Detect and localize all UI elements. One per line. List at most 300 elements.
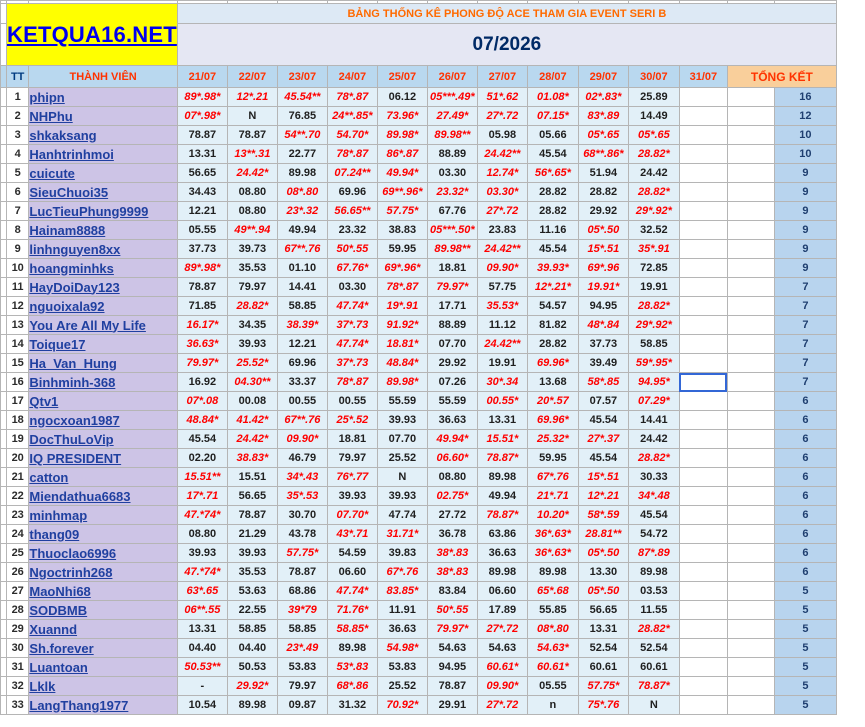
day-result-cell[interactable]: 19.91* — [578, 278, 628, 297]
day-result-cell[interactable]: 30.33 — [628, 468, 679, 487]
day-result-cell[interactable]: 79.97* — [427, 620, 477, 639]
day-result-cell[interactable]: 34*.48 — [628, 487, 679, 506]
day-result-cell[interactable]: 04.40 — [227, 639, 277, 658]
day-result-cell[interactable]: 47.74 — [377, 506, 427, 525]
day-result-cell[interactable]: 05***.50* — [427, 221, 477, 240]
day-result-cell[interactable]: 15*.51 — [578, 240, 628, 259]
total-spacer-cell[interactable] — [727, 183, 774, 202]
day-result-cell[interactable]: 67.76* — [327, 259, 377, 278]
total-spacer-cell[interactable] — [727, 544, 774, 563]
day-result-cell[interactable]: 43*.71 — [327, 525, 377, 544]
row-index[interactable]: 1 — [7, 88, 29, 107]
member-name-cell[interactable] — [29, 525, 178, 544]
total-score[interactable]: 6 — [774, 487, 836, 506]
day-result-cell[interactable]: 28.82* — [628, 297, 679, 316]
day-result-cell[interactable]: 15.51 — [227, 468, 277, 487]
day-result-cell[interactable]: 16.17* — [177, 316, 227, 335]
day-result-cell-31[interactable] — [679, 183, 727, 202]
member-name-link[interactable]: catton — [29, 469, 69, 485]
day-result-cell[interactable]: 10.54 — [177, 696, 227, 715]
day-result-cell[interactable]: 94.95 — [427, 658, 477, 677]
day-result-cell[interactable]: 33.37 — [277, 373, 327, 392]
day-result-cell[interactable]: 27*.72 — [477, 696, 527, 715]
day-result-cell[interactable]: 29*.92* — [628, 316, 679, 335]
member-name-cell[interactable] — [29, 88, 178, 107]
total-spacer-cell[interactable] — [727, 411, 774, 430]
day-result-cell[interactable]: 60.61 — [628, 658, 679, 677]
day-result-cell[interactable]: n — [527, 696, 578, 715]
member-name-cell[interactable] — [29, 373, 178, 392]
day-result-cell[interactable]: 19*.91 — [377, 297, 427, 316]
day-result-cell-31[interactable] — [679, 354, 727, 373]
day-result-cell[interactable]: 60.61* — [477, 658, 527, 677]
day-result-cell[interactable]: 89.98 — [277, 164, 327, 183]
day-result-cell[interactable]: 54**.70 — [277, 126, 327, 145]
day-result-cell[interactable]: 94.95 — [578, 297, 628, 316]
total-spacer-cell[interactable] — [727, 297, 774, 316]
day-result-cell[interactable]: 53.83 — [377, 658, 427, 677]
day-result-cell[interactable]: 50*.55 — [427, 601, 477, 620]
day-result-cell[interactable]: 28.81** — [578, 525, 628, 544]
row-index[interactable]: 8 — [7, 221, 29, 240]
row-index[interactable]: 20 — [7, 449, 29, 468]
day-result-cell[interactable]: 57.75 — [477, 278, 527, 297]
day-result-cell[interactable]: 60.61* — [527, 658, 578, 677]
day-result-cell[interactable]: 50.53** — [177, 658, 227, 677]
member-name-link[interactable]: Toique17 — [29, 336, 86, 352]
day-result-cell-31[interactable] — [679, 297, 727, 316]
day-result-cell[interactable]: 11.55 — [628, 601, 679, 620]
day-result-cell[interactable]: 05*.50 — [578, 544, 628, 563]
day-result-cell[interactable]: 39.93 — [377, 487, 427, 506]
total-score[interactable]: 5 — [774, 658, 836, 677]
total-spacer-cell[interactable] — [727, 373, 774, 392]
day-result-cell[interactable]: 69.96* — [527, 411, 578, 430]
day-result-cell[interactable]: 68*.86 — [327, 677, 377, 696]
day-result-cell[interactable]: 54.63 — [477, 639, 527, 658]
day-result-cell[interactable]: N — [377, 468, 427, 487]
day-result-cell[interactable]: 03.30* — [477, 183, 527, 202]
day-result-cell[interactable]: 50*.55 — [327, 240, 377, 259]
day-result-cell[interactable]: 78.87 — [177, 278, 227, 297]
total-spacer-cell[interactable] — [727, 392, 774, 411]
day-result-cell[interactable]: 05*.65 — [628, 126, 679, 145]
day-result-cell[interactable]: 49**.94 — [227, 221, 277, 240]
day-result-cell[interactable]: 89*.98* — [177, 88, 227, 107]
day-result-cell[interactable]: 30*.34 — [477, 373, 527, 392]
day-result-cell[interactable]: 58.85 — [277, 620, 327, 639]
day-result-cell[interactable]: 58.85 — [628, 335, 679, 354]
day-result-cell[interactable]: 45.54 — [578, 449, 628, 468]
day-result-cell[interactable]: 23.32* — [427, 183, 477, 202]
day-result-cell[interactable]: 24.42** — [477, 335, 527, 354]
day-result-cell[interactable]: 79.97* — [427, 278, 477, 297]
day-result-cell[interactable]: 58.85 — [227, 620, 277, 639]
day-result-cell[interactable]: 07.15* — [527, 107, 578, 126]
day-result-cell[interactable]: 57.75* — [578, 677, 628, 696]
day-result-cell[interactable]: 70.92* — [377, 696, 427, 715]
total-score[interactable]: 7 — [774, 354, 836, 373]
row-index[interactable]: 10 — [7, 259, 29, 278]
row-index[interactable]: 16 — [7, 373, 29, 392]
member-name-link[interactable]: Sh.forever — [29, 640, 94, 656]
day-result-cell[interactable]: 49.94 — [277, 221, 327, 240]
day-result-cell[interactable]: 23*.32 — [277, 202, 327, 221]
day-result-cell[interactable]: 53*.83 — [327, 658, 377, 677]
day-result-cell[interactable]: 89.98 — [527, 563, 578, 582]
day-result-cell[interactable]: 27*.72 — [477, 107, 527, 126]
day-result-cell[interactable]: 45.54 — [177, 430, 227, 449]
total-spacer-cell[interactable] — [727, 335, 774, 354]
day-result-cell[interactable]: 37*.73 — [327, 354, 377, 373]
day-result-cell[interactable]: 76.85 — [277, 107, 327, 126]
day-result-cell[interactable]: 50.53 — [227, 658, 277, 677]
total-score[interactable]: 10 — [774, 126, 836, 145]
day-result-cell[interactable]: 88.89 — [427, 145, 477, 164]
total-spacer-cell[interactable] — [727, 202, 774, 221]
day-result-cell-31[interactable] — [679, 259, 727, 278]
day-result-cell[interactable]: 58.85 — [277, 297, 327, 316]
day-result-cell[interactable]: 28.82 — [527, 183, 578, 202]
day-result-cell[interactable]: 78*.87 — [327, 373, 377, 392]
day-result-cell[interactable]: 15.51** — [177, 468, 227, 487]
day-result-cell[interactable]: 89.98 — [628, 563, 679, 582]
member-name-cell[interactable] — [29, 468, 178, 487]
day-result-cell-31[interactable] — [679, 221, 727, 240]
row-index[interactable]: 19 — [7, 430, 29, 449]
day-result-cell[interactable]: 43.78 — [277, 525, 327, 544]
day-result-cell[interactable]: 23.32 — [327, 221, 377, 240]
day-result-cell[interactable]: 13.31 — [477, 411, 527, 430]
member-name-link[interactable]: You Are All My Life — [29, 317, 146, 333]
total-spacer-cell[interactable] — [727, 259, 774, 278]
row-index[interactable]: 32 — [7, 677, 29, 696]
day-result-cell[interactable]: 12.21 — [177, 202, 227, 221]
day-result-cell[interactable]: 45.54 — [578, 411, 628, 430]
row-index[interactable]: 3 — [7, 126, 29, 145]
header-day[interactable]: 21/07 — [177, 66, 227, 88]
header-day[interactable]: 26/07 — [427, 66, 477, 88]
day-result-cell-31[interactable] — [679, 677, 727, 696]
day-result-cell[interactable]: 13**.31 — [227, 145, 277, 164]
day-result-cell[interactable]: 78.87* — [628, 677, 679, 696]
day-result-cell[interactable]: 58*.85 — [578, 373, 628, 392]
day-result-cell[interactable]: 39.49 — [578, 354, 628, 373]
day-result-cell[interactable]: 89.98 — [477, 563, 527, 582]
month-title[interactable]: 07/2026 — [177, 24, 836, 66]
day-result-cell[interactable]: 23*.49 — [277, 639, 327, 658]
total-score[interactable]: 9 — [774, 259, 836, 278]
total-score[interactable]: 6 — [774, 430, 836, 449]
day-result-cell[interactable]: 38*.83 — [427, 563, 477, 582]
day-result-cell[interactable]: 03.30 — [327, 278, 377, 297]
day-result-cell[interactable]: 29.92 — [578, 202, 628, 221]
member-name-link[interactable]: linhnguyen8xx — [29, 241, 121, 257]
total-score[interactable]: 6 — [774, 392, 836, 411]
total-score[interactable]: 16 — [774, 88, 836, 107]
total-spacer-cell[interactable] — [727, 468, 774, 487]
total-spacer-cell[interactable] — [727, 221, 774, 240]
day-result-cell[interactable]: 45.54** — [277, 88, 327, 107]
day-result-cell[interactable]: 83.84 — [427, 582, 477, 601]
total-score[interactable]: 7 — [774, 316, 836, 335]
member-name-cell[interactable] — [29, 240, 178, 259]
total-spacer-cell[interactable] — [727, 449, 774, 468]
day-result-cell[interactable]: 78.87 — [177, 126, 227, 145]
day-result-cell[interactable]: 79.97 — [227, 278, 277, 297]
day-result-cell[interactable]: 89.98 — [227, 696, 277, 715]
day-result-cell[interactable]: 36.78 — [427, 525, 477, 544]
day-result-cell[interactable]: 29*.92* — [628, 202, 679, 221]
member-name-cell[interactable] — [29, 582, 178, 601]
day-result-cell[interactable]: 47.*74* — [177, 506, 227, 525]
day-result-cell[interactable]: 53.83 — [277, 658, 327, 677]
total-score[interactable]: 7 — [774, 297, 836, 316]
day-result-cell[interactable]: 47.74* — [327, 335, 377, 354]
total-spacer-cell[interactable] — [727, 639, 774, 658]
total-score[interactable]: 5 — [774, 639, 836, 658]
header-total[interactable]: TỔNG KẾT — [727, 66, 836, 88]
day-result-cell-31[interactable] — [679, 620, 727, 639]
logo-cell[interactable] — [7, 4, 178, 66]
day-result-cell[interactable]: 05*.50 — [578, 221, 628, 240]
day-result-cell[interactable]: 45.54 — [527, 145, 578, 164]
day-result-cell[interactable]: 06**.55 — [177, 601, 227, 620]
day-result-cell[interactable]: 52.54 — [578, 639, 628, 658]
day-result-cell[interactable]: 73.96* — [377, 107, 427, 126]
day-result-cell[interactable]: 25.52 — [377, 677, 427, 696]
day-result-cell[interactable]: 00.55 — [327, 392, 377, 411]
day-result-cell[interactable]: 12*.21* — [527, 278, 578, 297]
day-result-cell[interactable]: 94.95* — [628, 373, 679, 392]
day-result-cell[interactable]: 39.83 — [377, 544, 427, 563]
day-result-cell[interactable]: 38.39* — [277, 316, 327, 335]
day-result-cell[interactable]: 04.40 — [177, 639, 227, 658]
day-result-cell[interactable]: 78*.87 — [327, 145, 377, 164]
day-result-cell[interactable]: 17.71 — [427, 297, 477, 316]
day-result-cell[interactable]: 89.98 — [477, 468, 527, 487]
day-result-cell[interactable]: 87*.89 — [628, 544, 679, 563]
day-result-cell[interactable]: 89.98 — [327, 639, 377, 658]
day-result-cell[interactable]: 27*.37 — [578, 430, 628, 449]
day-result-cell[interactable]: 55.59 — [377, 392, 427, 411]
day-result-cell[interactable]: 21*.71 — [527, 487, 578, 506]
day-result-cell-31[interactable] — [679, 202, 727, 221]
day-result-cell[interactable]: 54.70* — [327, 126, 377, 145]
day-result-cell[interactable]: 18.81 — [327, 430, 377, 449]
day-result-cell[interactable]: 31.32 — [327, 696, 377, 715]
member-name-cell[interactable] — [29, 335, 178, 354]
day-result-cell[interactable]: 45.54 — [628, 506, 679, 525]
row-index[interactable]: 24 — [7, 525, 29, 544]
day-result-cell[interactable]: 54.98* — [377, 639, 427, 658]
day-result-cell[interactable]: 12*.21 — [227, 88, 277, 107]
member-name-cell[interactable] — [29, 487, 178, 506]
day-result-cell[interactable]: 63*.65 — [177, 582, 227, 601]
member-name-cell[interactable] — [29, 658, 178, 677]
day-result-cell[interactable]: 28.82* — [227, 297, 277, 316]
day-result-cell[interactable]: 78.87 — [227, 506, 277, 525]
total-spacer-cell[interactable] — [727, 620, 774, 639]
day-result-cell[interactable]: 15.51* — [477, 430, 527, 449]
day-result-cell[interactable]: 19.91 — [628, 278, 679, 297]
day-result-cell[interactable]: 29.92* — [227, 677, 277, 696]
day-result-cell[interactable]: 78.87* — [477, 449, 527, 468]
day-result-cell-31[interactable] — [679, 506, 727, 525]
day-result-cell[interactable]: 07*.98* — [177, 107, 227, 126]
day-result-cell[interactable]: 02*.83* — [578, 88, 628, 107]
header-member[interactable]: THÀNH VIÊN — [29, 66, 178, 88]
row-index[interactable]: 23 — [7, 506, 29, 525]
day-result-cell[interactable]: 68.86 — [277, 582, 327, 601]
day-result-cell[interactable]: 59.95 — [527, 449, 578, 468]
day-result-cell[interactable]: 03.30 — [427, 164, 477, 183]
day-result-cell[interactable]: 35.53 — [227, 563, 277, 582]
total-spacer-cell[interactable] — [727, 582, 774, 601]
row-index[interactable]: 21 — [7, 468, 29, 487]
day-result-cell[interactable]: 76*.77 — [327, 468, 377, 487]
row-index[interactable]: 14 — [7, 335, 29, 354]
day-result-cell[interactable]: 24.42* — [227, 164, 277, 183]
total-score[interactable]: 10 — [774, 145, 836, 164]
day-result-cell[interactable]: 39.93 — [227, 335, 277, 354]
day-result-cell[interactable]: 46.79 — [277, 449, 327, 468]
day-result-cell[interactable]: 71.85 — [177, 297, 227, 316]
day-result-cell[interactable]: 78.87* — [477, 506, 527, 525]
day-result-cell[interactable]: 78.87 — [427, 677, 477, 696]
member-name-cell[interactable] — [29, 677, 178, 696]
day-result-cell[interactable]: 06.12 — [377, 88, 427, 107]
day-result-cell[interactable]: 54.63 — [427, 639, 477, 658]
total-spacer-cell[interactable] — [727, 278, 774, 297]
day-result-cell-31[interactable] — [679, 373, 727, 392]
day-result-cell-31[interactable] — [679, 240, 727, 259]
total-spacer-cell[interactable] — [727, 487, 774, 506]
day-result-cell-31[interactable] — [679, 126, 727, 145]
member-name-cell[interactable] — [29, 563, 178, 582]
day-result-cell[interactable]: 67**.76 — [277, 411, 327, 430]
day-result-cell[interactable]: 30.70 — [277, 506, 327, 525]
day-result-cell[interactable]: 00.08 — [227, 392, 277, 411]
day-result-cell[interactable]: 39.93 — [177, 544, 227, 563]
member-name-link[interactable]: thang09 — [29, 526, 80, 542]
member-name-cell[interactable] — [29, 354, 178, 373]
day-result-cell[interactable]: 07.26 — [427, 373, 477, 392]
row-index[interactable]: 31 — [7, 658, 29, 677]
total-score[interactable]: 5 — [774, 696, 836, 715]
member-name-cell[interactable] — [29, 145, 178, 164]
day-result-cell[interactable]: 89.98** — [427, 126, 477, 145]
member-name-cell[interactable] — [29, 696, 178, 715]
day-result-cell[interactable]: 54.59 — [327, 544, 377, 563]
day-result-cell[interactable]: N — [227, 107, 277, 126]
day-result-cell[interactable]: 28.82* — [628, 620, 679, 639]
day-result-cell[interactable]: 35*.53 — [277, 487, 327, 506]
header-day[interactable]: 31/07 — [679, 66, 727, 88]
day-result-cell[interactable]: 48.84* — [377, 354, 427, 373]
day-result-cell[interactable]: 05*.50 — [578, 582, 628, 601]
day-result-cell-31[interactable] — [679, 601, 727, 620]
day-result-cell[interactable]: 01.10 — [277, 259, 327, 278]
day-result-cell[interactable]: 17*.71 — [177, 487, 227, 506]
day-result-cell-31[interactable] — [679, 392, 727, 411]
day-result-cell[interactable]: 07.29* — [628, 392, 679, 411]
day-result-cell-31[interactable] — [679, 145, 727, 164]
day-result-cell-31[interactable] — [679, 487, 727, 506]
day-result-cell[interactable]: 56.65 — [227, 487, 277, 506]
day-result-cell-31[interactable] — [679, 164, 727, 183]
day-result-cell[interactable]: 59.95 — [377, 240, 427, 259]
header-day[interactable]: 28/07 — [527, 66, 578, 88]
total-score[interactable]: 6 — [774, 525, 836, 544]
day-result-cell[interactable]: 48*.84 — [578, 316, 628, 335]
member-name-link[interactable]: SieuChuoi35 — [29, 184, 109, 200]
day-result-cell[interactable]: 28.82* — [628, 183, 679, 202]
day-result-cell[interactable]: 34.35 — [227, 316, 277, 335]
total-score[interactable]: 7 — [774, 278, 836, 297]
day-result-cell[interactable]: 10.20* — [527, 506, 578, 525]
total-spacer-cell[interactable] — [727, 563, 774, 582]
day-result-cell[interactable]: 06.60 — [477, 582, 527, 601]
row-index[interactable]: 28 — [7, 601, 29, 620]
row-index[interactable]: 9 — [7, 240, 29, 259]
site-logo[interactable]: KETQUA16.NET — [7, 21, 177, 47]
day-result-cell[interactable]: 88.89 — [427, 316, 477, 335]
day-result-cell[interactable]: 08*.80 — [277, 183, 327, 202]
day-result-cell[interactable]: 38*.83 — [427, 544, 477, 563]
day-result-cell[interactable]: 58*.59 — [578, 506, 628, 525]
total-spacer-cell[interactable] — [727, 601, 774, 620]
day-result-cell[interactable]: 05.55 — [527, 677, 578, 696]
day-result-cell[interactable]: 54.72 — [628, 525, 679, 544]
day-result-cell[interactable]: 83.85* — [377, 582, 427, 601]
total-score[interactable]: 7 — [774, 335, 836, 354]
day-result-cell[interactable]: 71.76* — [327, 601, 377, 620]
day-result-cell[interactable]: 54.57 — [527, 297, 578, 316]
day-result-cell[interactable]: 79.97 — [277, 677, 327, 696]
day-result-cell[interactable]: 69.96 — [277, 354, 327, 373]
day-result-cell[interactable]: 36.63* — [177, 335, 227, 354]
member-name-cell[interactable] — [29, 544, 178, 563]
day-result-cell[interactable]: 58.85* — [327, 620, 377, 639]
member-name-link[interactable]: Lklk — [29, 678, 56, 694]
day-result-cell[interactable]: 15*.51 — [578, 468, 628, 487]
day-result-cell[interactable]: 24**.85* — [327, 107, 377, 126]
member-name-link[interactable]: Binhminh-368 — [29, 374, 116, 390]
day-result-cell[interactable]: 67**.76 — [277, 240, 327, 259]
day-result-cell[interactable]: 31.71* — [377, 525, 427, 544]
day-result-cell[interactable]: 55.85 — [527, 601, 578, 620]
member-name-link[interactable]: Ha_Van_Hung — [29, 355, 117, 371]
row-index[interactable]: 29 — [7, 620, 29, 639]
member-name-cell[interactable] — [29, 297, 178, 316]
day-result-cell[interactable]: 14.41 — [277, 278, 327, 297]
day-result-cell[interactable]: 08.80 — [227, 183, 277, 202]
day-result-cell[interactable]: 57.75* — [277, 544, 327, 563]
day-result-cell[interactable]: 24.42 — [628, 164, 679, 183]
day-result-cell[interactable]: 37.73 — [177, 240, 227, 259]
day-result-cell[interactable]: 02.20 — [177, 449, 227, 468]
day-result-cell[interactable]: 39.93 — [227, 544, 277, 563]
total-score[interactable]: 9 — [774, 164, 836, 183]
member-name-link[interactable]: Luantoan — [29, 659, 88, 675]
member-name-link[interactable]: nguoixala92 — [29, 298, 105, 314]
total-spacer-cell[interactable] — [727, 506, 774, 525]
day-result-cell[interactable]: 13.31 — [177, 145, 227, 164]
day-result-cell[interactable]: 69**.96* — [377, 183, 427, 202]
member-name-link[interactable]: ngocxoan1987 — [29, 412, 120, 428]
total-spacer-cell[interactable] — [727, 164, 774, 183]
